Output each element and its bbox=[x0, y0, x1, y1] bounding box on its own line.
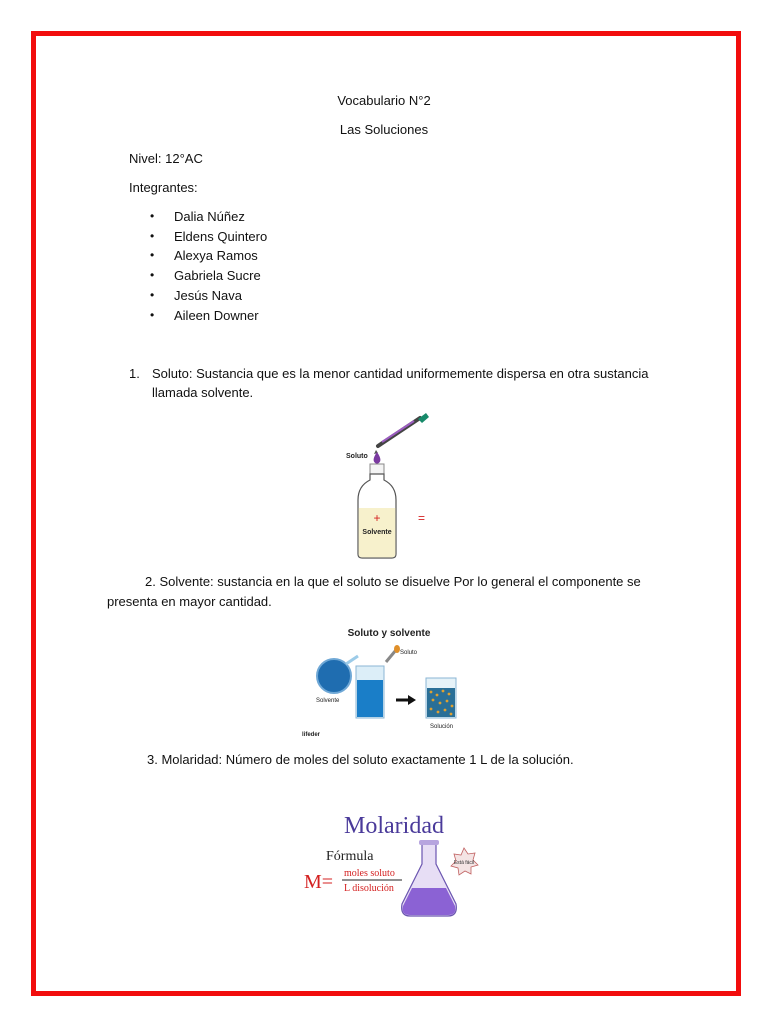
solvente-label: Solvente bbox=[362, 529, 392, 536]
member-name: Eldens Quintero bbox=[174, 228, 268, 244]
soluto-label: Soluto bbox=[400, 650, 418, 656]
formula-m: M= bbox=[304, 871, 334, 893]
equals-sign: = bbox=[418, 511, 426, 525]
level-text: Nivel: 12°AC bbox=[129, 151, 203, 166]
solvente-definition-line1: 2. Solvente: sustancia en la que el soluto se disuelve Por lo general el componente se bbox=[145, 574, 641, 589]
beaker-icon bbox=[356, 666, 384, 718]
member-name: Jesús Nava bbox=[174, 287, 242, 303]
arrow-icon bbox=[396, 695, 416, 705]
stamp-icon bbox=[451, 848, 478, 875]
solvente-label: Solvente bbox=[316, 698, 340, 704]
soluto-definition-line2: llamada solvente. bbox=[152, 385, 254, 400]
beaker-pour-icon bbox=[317, 656, 358, 693]
formula-label: Fórmula bbox=[326, 849, 374, 864]
members-list bbox=[150, 207, 267, 325]
bullet-icon: • bbox=[150, 248, 155, 263]
bullet-icon: • bbox=[150, 268, 155, 283]
formula-denominator: L disolución bbox=[344, 883, 394, 894]
member-name: Aileen Downer bbox=[174, 307, 259, 323]
list-item bbox=[150, 306, 267, 326]
flask-icon bbox=[402, 840, 457, 916]
item-number: 1. bbox=[129, 366, 140, 381]
stamp-text: Está fácil bbox=[453, 860, 475, 866]
solucion-label: Solución bbox=[430, 724, 454, 730]
bullet-icon: • bbox=[150, 307, 155, 322]
soluto-definition-line1: Soluto: Sustancia que es la menor cantidad uniformemente dispersa en otra sustancia bbox=[152, 366, 649, 381]
members-heading: Integrantes: bbox=[129, 180, 198, 195]
formula-numerator: moles soluto bbox=[344, 868, 395, 879]
soluto-figure bbox=[340, 408, 440, 560]
member-name: Dalia Núñez bbox=[174, 209, 245, 224]
solvente-definition-line2: presenta en mayor cantidad. bbox=[107, 594, 272, 609]
list-item bbox=[150, 286, 267, 306]
soluto-solvente-figure bbox=[300, 622, 480, 742]
molaridad-figure bbox=[300, 808, 485, 923]
brand-logo: lifeder bbox=[302, 732, 321, 738]
soluto-label: Soluto bbox=[346, 453, 368, 460]
list-item bbox=[150, 266, 267, 286]
bullet-icon: • bbox=[150, 287, 155, 302]
molaridad-title: Molaridad bbox=[344, 813, 444, 839]
member-name: Gabriela Sucre bbox=[174, 268, 261, 284]
document-subtitle: Las Soluciones bbox=[339, 122, 429, 137]
list-item bbox=[150, 246, 267, 266]
list-item bbox=[150, 207, 267, 227]
bullet-icon: • bbox=[150, 228, 155, 243]
figure-title: Soluto y solvente bbox=[347, 628, 431, 639]
document-title: Vocabulario N°2 bbox=[337, 93, 431, 108]
dropper-icon bbox=[386, 645, 400, 662]
plus-sign: + bbox=[373, 511, 381, 525]
member-name: Alexya Ramos bbox=[174, 248, 258, 264]
solution-beaker-icon bbox=[426, 678, 456, 718]
list-item bbox=[150, 227, 267, 247]
dropper-icon bbox=[374, 413, 429, 454]
molaridad-definition: 3. Molaridad: Número de moles del soluto exactamente 1 L de la solución. bbox=[147, 752, 574, 767]
bullet-icon: • bbox=[150, 209, 155, 223]
